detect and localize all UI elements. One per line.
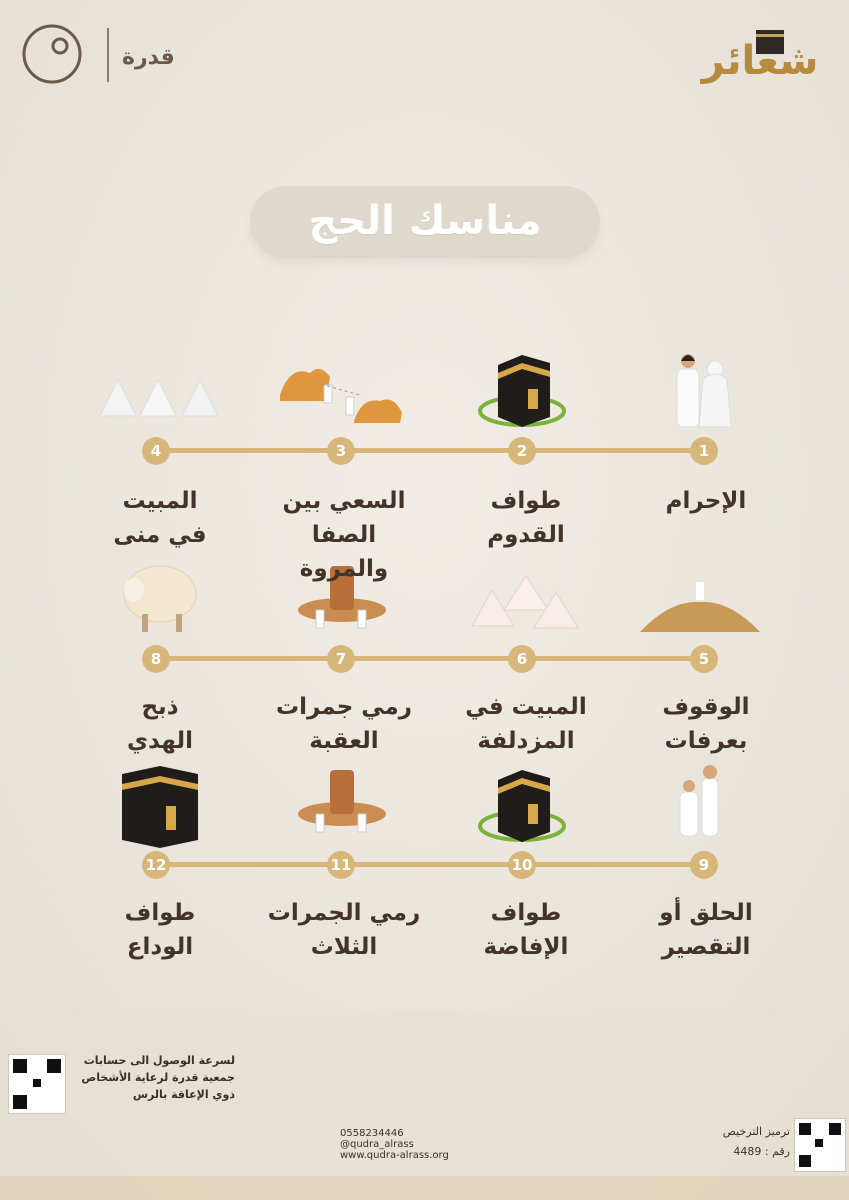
brand-right-text: شعائر	[701, 38, 819, 84]
step-label: الوقوف بعرفات	[662, 694, 750, 754]
step-label: ذبح الهدي	[126, 694, 194, 754]
step-label: المبيت في منى	[113, 488, 207, 548]
kaaba-tawaf-icon	[452, 345, 592, 435]
mina-tents-icon	[90, 350, 230, 440]
social-handle: @qudra_alrass	[340, 1139, 414, 1150]
step-label: السعي بين الصفا والمروة	[282, 488, 406, 582]
step-label: طواف الوداع	[124, 900, 196, 960]
muzdalifah-tents-icon	[456, 556, 596, 646]
step-number: 4	[142, 437, 170, 465]
shaving-icon	[630, 760, 770, 850]
step-number: 10	[508, 851, 536, 879]
license-number: رقم : 4489	[733, 1145, 790, 1158]
step-number: 9	[690, 851, 718, 879]
step-number: 6	[508, 645, 536, 673]
contact-block	[340, 1128, 520, 1161]
timeline-track-row3	[150, 862, 710, 867]
license-text	[670, 1122, 790, 1162]
sheep-icon	[90, 552, 230, 642]
step-label: رمي الجمرات الثلاث	[267, 900, 421, 960]
safa-marwa-icon	[270, 345, 410, 435]
ihram-pilgrims-icon	[633, 345, 773, 435]
kaaba-tawaf-icon	[452, 760, 592, 850]
bottom-ornament-band	[0, 1010, 849, 1200]
org-logo-text: قدرة	[122, 45, 175, 70]
timeline-track-row1	[150, 448, 710, 453]
step-label: طواف الإفاضة	[483, 900, 569, 960]
brand-logo	[680, 22, 840, 88]
org-logo	[12, 14, 175, 94]
phone-number: 0558234446	[340, 1128, 404, 1139]
step-label: المبيت في المزدلفة	[465, 694, 587, 754]
step-number: 11	[327, 851, 355, 879]
website: www.qudra-alrass.org	[340, 1150, 449, 1161]
license-title: ترميز الترخيص	[722, 1125, 790, 1138]
arafat-mount-icon	[630, 560, 770, 650]
page-title: مناسك الحج	[308, 198, 542, 244]
timeline-track-row2	[150, 656, 710, 661]
step-number: 7	[327, 645, 355, 673]
step-label: الحلق أو التقصير	[659, 900, 753, 960]
step-label: رمي جمرات العقبة	[275, 694, 413, 754]
step-label: الإحرام	[665, 488, 747, 514]
qr-left-text: لسرعة الوصول الى حسابات جمعية قدرة لرعاية الأشخاص ذوي الإعاقة بالرس	[81, 1054, 235, 1101]
step-number: 1	[690, 437, 718, 465]
step-number: 3	[327, 437, 355, 465]
qr-code-left	[8, 1054, 66, 1114]
kaaba-icon	[90, 760, 230, 850]
step-number: 5	[690, 645, 718, 673]
step-number: 12	[142, 851, 170, 879]
step-label: طواف القدوم	[487, 488, 565, 548]
step-number: 8	[142, 645, 170, 673]
jamarat-icon	[272, 760, 412, 850]
qr-code-right	[794, 1118, 846, 1172]
footer-bar	[0, 1176, 849, 1200]
step-number: 2	[508, 437, 536, 465]
